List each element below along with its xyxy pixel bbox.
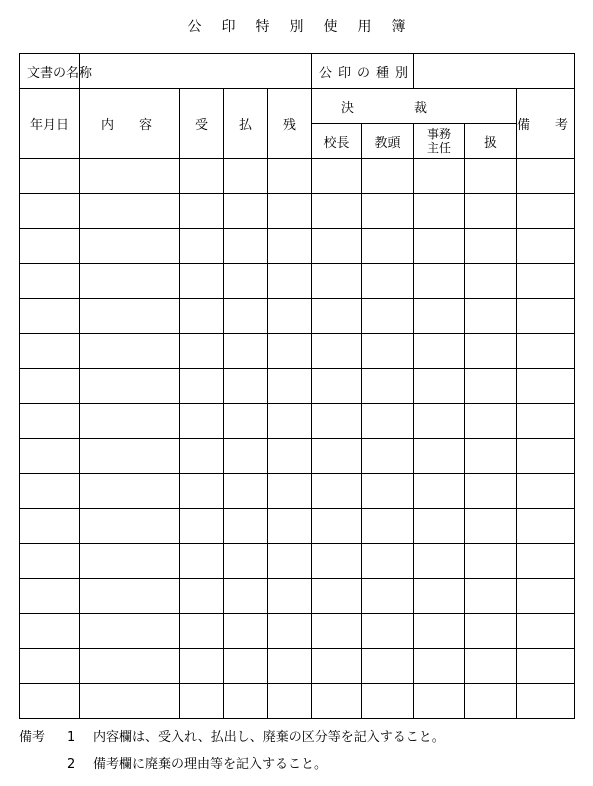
cell-head-teacher[interactable] <box>362 614 414 649</box>
ledger-row <box>20 334 575 369</box>
cell-principal[interactable] <box>312 509 362 544</box>
ledger-row <box>20 439 575 474</box>
ledger-row <box>20 684 575 719</box>
cell-pay[interactable] <box>224 194 268 229</box>
cell-handler[interactable] <box>465 684 517 719</box>
cell-balance[interactable] <box>268 509 312 544</box>
ledger-row <box>20 299 575 334</box>
cell-pay[interactable] <box>224 264 268 299</box>
cell-handler[interactable] <box>465 579 517 614</box>
cell-balance[interactable] <box>268 544 312 579</box>
header-balance: 残 <box>268 89 312 159</box>
cell-balance[interactable] <box>268 684 312 719</box>
cell-handler[interactable] <box>465 649 517 684</box>
cell-date[interactable] <box>20 229 80 264</box>
cell-balance[interactable] <box>268 649 312 684</box>
cell-content[interactable] <box>80 159 180 194</box>
cell-admin-chief[interactable] <box>414 159 465 194</box>
cell-admin-chief[interactable] <box>414 334 465 369</box>
ledger-body <box>20 159 575 719</box>
cell-date[interactable] <box>20 264 80 299</box>
cell-head-teacher[interactable] <box>362 229 414 264</box>
cell-principal[interactable] <box>312 404 362 439</box>
cell-content[interactable] <box>80 544 180 579</box>
cell-balance[interactable] <box>268 229 312 264</box>
cell-pay[interactable] <box>224 649 268 684</box>
cell-head-teacher[interactable] <box>362 649 414 684</box>
ledger-row <box>20 404 575 439</box>
cell-principal[interactable] <box>312 474 362 509</box>
page-title: 公印特別使用簿 <box>187 19 426 35</box>
cell-date[interactable] <box>20 684 80 719</box>
cell-admin-chief[interactable] <box>414 684 465 719</box>
cell-date[interactable] <box>20 649 80 684</box>
cell-content[interactable] <box>80 369 180 404</box>
note-1-number: 1 <box>67 730 76 745</box>
cell-content[interactable] <box>80 299 180 334</box>
header-row-1 <box>20 89 575 124</box>
cell-remarks[interactable] <box>517 614 575 649</box>
cell-balance[interactable] <box>268 404 312 439</box>
cell-remarks[interactable] <box>517 194 575 229</box>
cell-pay[interactable] <box>224 299 268 334</box>
cell-head-teacher[interactable] <box>362 194 414 229</box>
note-2 <box>19 751 445 778</box>
seal-type-label-text: 公印の種別 <box>319 65 415 81</box>
cell-handler[interactable] <box>465 229 517 264</box>
cell-date[interactable] <box>20 614 80 649</box>
cell-date[interactable] <box>20 474 80 509</box>
cell-date[interactable] <box>20 439 80 474</box>
cell-handler[interactable] <box>465 544 517 579</box>
cell-principal[interactable] <box>312 684 362 719</box>
cell-pay[interactable] <box>224 474 268 509</box>
cell-handler[interactable] <box>465 264 517 299</box>
cell-content[interactable] <box>80 509 180 544</box>
cell-date[interactable] <box>20 369 80 404</box>
ledger-row <box>20 194 575 229</box>
cell-principal[interactable] <box>312 614 362 649</box>
cell-receive[interactable] <box>180 299 224 334</box>
ledger-row <box>20 474 575 509</box>
cell-receive[interactable] <box>180 649 224 684</box>
cell-balance[interactable] <box>268 299 312 334</box>
cell-receive[interactable] <box>180 684 224 719</box>
cell-admin-chief[interactable] <box>414 194 465 229</box>
cell-balance[interactable] <box>268 439 312 474</box>
cell-content[interactable] <box>80 264 180 299</box>
cell-principal[interactable] <box>312 229 362 264</box>
cell-handler[interactable] <box>465 404 517 439</box>
ledger-row <box>20 614 575 649</box>
cell-balance[interactable] <box>268 334 312 369</box>
cell-pay[interactable] <box>224 439 268 474</box>
note-2-text: 備考欄に廃棄の理由等を記入すること。 <box>93 757 328 772</box>
cell-principal[interactable] <box>312 579 362 614</box>
cell-pay[interactable] <box>224 614 268 649</box>
cell-balance[interactable] <box>268 614 312 649</box>
cell-handler[interactable] <box>465 474 517 509</box>
cell-content[interactable] <box>80 439 180 474</box>
cell-receive[interactable] <box>180 264 224 299</box>
cell-admin-chief[interactable] <box>414 369 465 404</box>
cell-remarks[interactable] <box>517 159 575 194</box>
header-remarks <box>517 89 575 159</box>
cell-balance[interactable] <box>268 159 312 194</box>
cell-admin-chief[interactable] <box>414 404 465 439</box>
cell-admin-chief[interactable] <box>414 439 465 474</box>
cell-principal[interactable] <box>312 334 362 369</box>
cell-receive[interactable] <box>180 369 224 404</box>
cell-receive[interactable] <box>180 474 224 509</box>
cell-balance[interactable] <box>268 369 312 404</box>
ledger-row <box>20 369 575 404</box>
ledger-row <box>20 264 575 299</box>
cell-pay[interactable] <box>224 544 268 579</box>
ledger-row <box>20 159 575 194</box>
notes <box>19 724 445 778</box>
notes-lead: 備考 <box>19 730 46 745</box>
seal-type-field[interactable] <box>414 54 575 89</box>
cell-content[interactable] <box>80 579 180 614</box>
cell-head-teacher[interactable] <box>362 404 414 439</box>
header-admin-chief-text <box>427 127 451 155</box>
cell-principal[interactable] <box>312 299 362 334</box>
header-content <box>80 89 180 159</box>
header-handler: 扱 <box>465 124 517 159</box>
cell-principal[interactable] <box>312 439 362 474</box>
cell-remarks[interactable] <box>517 439 575 474</box>
cell-remarks[interactable] <box>517 649 575 684</box>
cell-admin-chief[interactable] <box>414 579 465 614</box>
cell-remarks[interactable] <box>517 509 575 544</box>
cell-principal[interactable] <box>312 264 362 299</box>
cell-content[interactable] <box>80 194 180 229</box>
cell-head-teacher[interactable] <box>362 474 414 509</box>
cell-handler[interactable] <box>465 299 517 334</box>
cell-handler[interactable] <box>465 509 517 544</box>
cell-receive[interactable] <box>180 229 224 264</box>
cell-handler[interactable] <box>465 159 517 194</box>
header-pay: 払 <box>224 89 268 159</box>
note-2-number: 2 <box>67 757 76 772</box>
cell-admin-chief[interactable] <box>414 229 465 264</box>
ledger-row <box>20 649 575 684</box>
cell-remarks[interactable] <box>517 264 575 299</box>
cell-balance[interactable] <box>268 474 312 509</box>
ledger-row <box>20 509 575 544</box>
cell-pay[interactable] <box>224 229 268 264</box>
cell-receive[interactable] <box>180 159 224 194</box>
cell-date[interactable] <box>20 544 80 579</box>
header-date: 年月日 <box>20 89 80 159</box>
cell-pay[interactable] <box>224 684 268 719</box>
cell-balance[interactable] <box>268 194 312 229</box>
cell-pay[interactable] <box>224 159 268 194</box>
cell-head-teacher[interactable] <box>362 369 414 404</box>
cell-head-teacher[interactable] <box>362 264 414 299</box>
cell-handler[interactable] <box>465 614 517 649</box>
cell-admin-chief[interactable] <box>414 614 465 649</box>
info-row <box>20 54 575 89</box>
header-principal: 校長 <box>312 124 362 159</box>
cell-head-teacher[interactable] <box>362 509 414 544</box>
cell-content[interactable] <box>80 649 180 684</box>
ledger-row <box>20 544 575 579</box>
header-admin-chief-line2: 主任 <box>427 140 452 155</box>
cell-head-teacher[interactable] <box>362 544 414 579</box>
cell-receive[interactable] <box>180 544 224 579</box>
cell-head-teacher[interactable] <box>362 579 414 614</box>
cell-pay[interactable] <box>224 404 268 439</box>
cell-receive[interactable] <box>180 404 224 439</box>
cell-receive[interactable] <box>180 509 224 544</box>
cell-content[interactable] <box>80 334 180 369</box>
cell-head-teacher[interactable] <box>362 684 414 719</box>
cell-remarks[interactable] <box>517 684 575 719</box>
cell-principal[interactable] <box>312 649 362 684</box>
cell-receive[interactable] <box>180 334 224 369</box>
cell-head-teacher[interactable] <box>362 439 414 474</box>
cell-balance[interactable] <box>268 579 312 614</box>
header-approval <box>312 89 517 124</box>
cell-handler[interactable] <box>465 194 517 229</box>
cell-handler[interactable] <box>465 439 517 474</box>
cell-principal[interactable] <box>312 369 362 404</box>
note-1-text: 内容欄は、受入れ、払出し、廃棄の区分等を記入すること。 <box>93 730 445 745</box>
cell-balance[interactable] <box>268 264 312 299</box>
cell-remarks[interactable] <box>517 229 575 264</box>
cell-pay[interactable] <box>224 579 268 614</box>
cell-content[interactable] <box>80 229 180 264</box>
cell-remarks[interactable] <box>517 404 575 439</box>
header-head-teacher: 教頭 <box>362 124 414 159</box>
cell-content[interactable] <box>80 404 180 439</box>
doc-name-field[interactable] <box>80 54 312 89</box>
cell-admin-chief[interactable] <box>414 509 465 544</box>
cell-handler[interactable] <box>465 334 517 369</box>
cell-content[interactable] <box>80 614 180 649</box>
cell-principal[interactable] <box>312 544 362 579</box>
cell-date[interactable] <box>20 509 80 544</box>
cell-date[interactable] <box>20 194 80 229</box>
cell-remarks[interactable] <box>517 334 575 369</box>
cell-head-teacher[interactable] <box>362 299 414 334</box>
cell-pay[interactable] <box>224 509 268 544</box>
header-admin-chief <box>414 124 465 159</box>
seal-type-label <box>312 54 414 89</box>
cell-principal[interactable] <box>312 159 362 194</box>
note-1 <box>19 724 445 751</box>
cell-admin-chief[interactable] <box>414 299 465 334</box>
cell-remarks[interactable] <box>517 544 575 579</box>
header-content-text: 内 容 <box>100 118 158 133</box>
cell-head-teacher[interactable] <box>362 159 414 194</box>
cell-admin-chief[interactable] <box>414 474 465 509</box>
cell-remarks[interactable] <box>517 369 575 404</box>
cell-receive[interactable] <box>180 439 224 474</box>
cell-content[interactable] <box>80 474 180 509</box>
cell-remarks[interactable] <box>517 299 575 334</box>
cell-pay[interactable] <box>224 334 268 369</box>
cell-principal[interactable] <box>312 194 362 229</box>
cell-handler[interactable] <box>465 369 517 404</box>
doc-name-label: 文書の名称 <box>20 54 80 89</box>
cell-receive[interactable] <box>180 194 224 229</box>
cell-admin-chief[interactable] <box>414 544 465 579</box>
cell-date[interactable] <box>20 334 80 369</box>
header-remarks-text: 備 考 <box>517 118 575 133</box>
cell-date[interactable] <box>20 299 80 334</box>
cell-remarks[interactable] <box>517 579 575 614</box>
cell-remarks[interactable] <box>517 474 575 509</box>
cell-receive[interactable] <box>180 614 224 649</box>
ledger-row <box>20 579 575 614</box>
cell-receive[interactable] <box>180 579 224 614</box>
ledger-row <box>20 229 575 264</box>
cell-head-teacher[interactable] <box>362 334 414 369</box>
cell-admin-chief[interactable] <box>414 649 465 684</box>
cell-admin-chief[interactable] <box>414 264 465 299</box>
cell-pay[interactable] <box>224 369 268 404</box>
cell-content[interactable] <box>80 684 180 719</box>
cell-date[interactable] <box>20 159 80 194</box>
seal-usage-ledger <box>19 53 575 719</box>
header-receive: 受 <box>180 89 224 159</box>
header-admin-chief-line1: 事務 <box>427 126 452 141</box>
cell-date[interactable] <box>20 579 80 614</box>
header-approval-text: 決裁 <box>341 100 488 116</box>
cell-date[interactable] <box>20 404 80 439</box>
